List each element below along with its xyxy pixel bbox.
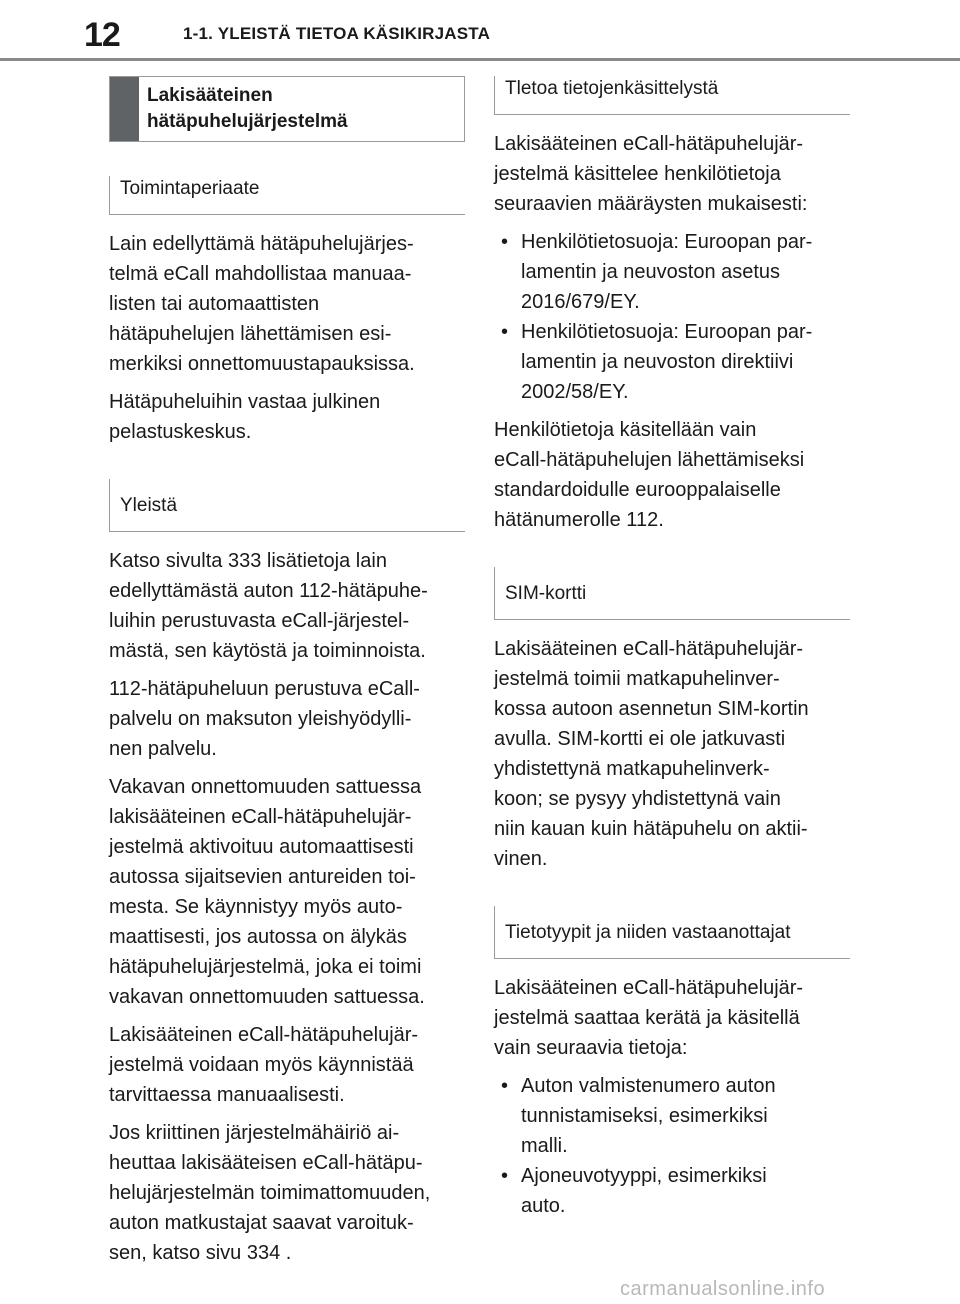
list-item: • Henkilötietosuoja: Euroopan par- lamentin ja neuvoston asetus 2016/679/EY. <box>494 227 850 317</box>
subheading-tietojenkasittely: Tletoa tietojenkäsittelystä <box>494 76 850 115</box>
list-item: • Henkilötietosuoja: Euroopan par- lamentin ja neuvoston direktiivi 2002/58/EY. <box>494 317 850 407</box>
right-column <box>494 76 850 1229</box>
bullet-list <box>494 227 850 407</box>
page-header <box>0 0 960 64</box>
paragraph: Vakavan onnettomuuden sattuessa lakisääteinen eCall-hätäpuhelujär- jestelmä aktivoituu automaattisesti autossa sijaitsevien antureiden toi- mesta. Se käynnistyy myös auto- maattisesti, jos autossa on älykäs hätäpuhelujärjestelmä, joka ei toimi vakavan onnettomuuden sattuessa. <box>109 776 425 1008</box>
header-rule <box>0 58 960 61</box>
paragraph: Lakisääteinen eCall-hätäpuhelujär- jestelmä saattaa kerätä ja käsitellä vain seuraavia tietoja: <box>494 977 804 1059</box>
paragraph: Lakisääteinen eCall-hätäpuhelujär- jestelmä voidaan myös käynnistää tarvittaessa manuaalisesti. <box>109 1024 419 1106</box>
subheading-tietotyypit: Tietotyypit ja niiden vastaanottajat <box>494 906 850 959</box>
paragraph: Henkilötietoja käsitellään vain eCall-hätäpuhelujen lähettämiseksi standardoidulle eurooppalaiselle hätänumerolle 112. <box>494 419 805 531</box>
heading-bar <box>110 77 139 141</box>
main-heading-title: Lakisääteinen hätäpuhelujärjestelmä <box>147 85 348 132</box>
subheading-yleista: Yleistä <box>109 479 465 532</box>
paragraph: Katso sivulta 333 lisätietoja lain edellyttämästä auton 112-hätäpuhe- luihin perustuvasta eCall-järjestel- mästä, sen käytöstä ja toiminnoista. <box>109 550 428 662</box>
main-section-heading <box>109 76 465 142</box>
paragraph: Lain edellyttämä hätäpuhelujärjes- telmä eCall mahdollistaa manuaa- listen tai automaattisten hätäpuhelujen lähettämisen esi- merkiksi onnettomuustapauksissa. <box>109 233 415 375</box>
paragraph: Lakisääteinen eCall-hätäpuhelujär- jestelmä toimii matkapuhelinver- kossa autoon asennetun SIM-kortin avulla. SIM-kortti ei ole jatkuvasti yhdistettynä matkapuhelinverk- koon; se pysyy yhdistettynä vain niin kauan kuin hätäpuhelu on aktii- vinen. <box>494 638 809 870</box>
bullet-list <box>494 1071 850 1221</box>
paragraph: Hätäpuheluihin vastaa julkinen pelastuskeskus. <box>109 391 381 443</box>
subheading-toimintaperiaate: Toimintaperiaate <box>109 176 465 215</box>
paragraph: Lakisääteinen eCall-hätäpuhelujär- jestelmä käsittelee henkilötietoja seuraavien määräysten mukaisesti: <box>494 133 808 215</box>
paragraph: Jos kriittinen järjestelmähäiriö ai- heuttaa lakisääteisen eCall-hätäpu- helujärjestelmän toimimattomuuden, auton matkustajat saavat varoituk- sen, katso sivu 334 . <box>109 1122 431 1264</box>
list-item: • Ajoneuvotyyppi, esimerkiksi auto. <box>494 1161 850 1221</box>
paragraph: 112-hätäpuheluun perustuva eCall- palvelu on maksuton yleishyödylli- nen palvelu. <box>109 678 420 760</box>
chapter-title: 1-1. YLEISTÄ TIETOA KÄSIKIRJASTA <box>183 24 491 43</box>
page-number: 12 <box>84 16 120 54</box>
list-item: • Auton valmistenumero auton tunnistamiseksi, esimerkiksi malli. <box>494 1071 850 1161</box>
left-column <box>109 76 465 1276</box>
watermark: carmanualsonline.info <box>620 1278 826 1300</box>
subheading-sim-kortti: SIM-kortti <box>494 567 850 620</box>
